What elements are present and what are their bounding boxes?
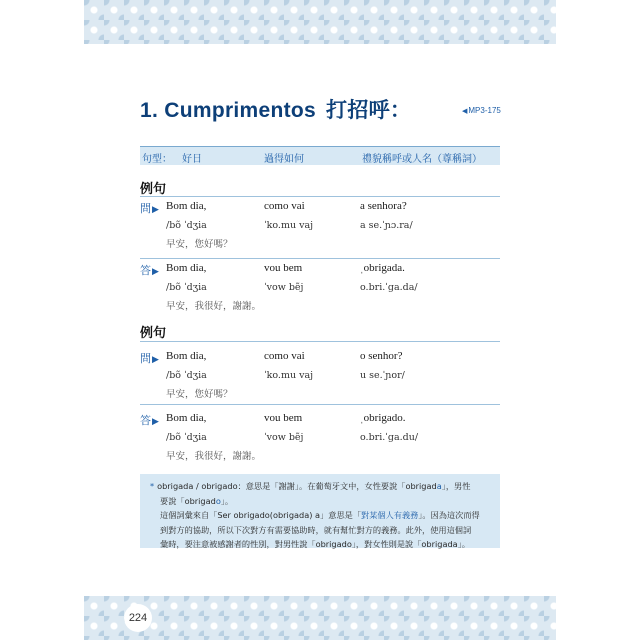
divider xyxy=(140,196,500,197)
lesson-title xyxy=(140,94,411,124)
chinese-translation: 早安，我很好，謝謝。 xyxy=(166,451,262,462)
note-line: 到對方的協助，所以下次對方有需要協助時，就有幫忙對方的義務。此外，使用這個詞 xyxy=(160,524,472,535)
ipa-transcription: ˈvow bẽj xyxy=(264,432,304,443)
bottom-decorative-pattern xyxy=(84,596,556,640)
chinese-translation: 早安，您好嗎？ xyxy=(166,389,233,400)
ipa-transcription: /bõ ˈdʒia xyxy=(166,282,207,293)
note-line: 彙時，要注意被感謝者的性別，對男性說「obrigado」，對女性則是說「obrigada」。 xyxy=(160,539,470,550)
phrase-word: como vai xyxy=(264,200,305,212)
play-arrow-icon: ▶ xyxy=(152,205,159,215)
pattern-col-3: 禮貌稱呼或人名（尊稱詞） xyxy=(362,154,482,165)
ipa-transcription: o.bri.ˈga.da/ xyxy=(360,282,418,293)
play-arrow-icon: ▶ xyxy=(152,355,159,365)
divider xyxy=(140,404,500,405)
audio-track-label[interactable] xyxy=(462,106,501,115)
chinese-translation: 早安，我很好，謝謝。 xyxy=(166,301,262,312)
phrase-word: Bom dia, xyxy=(166,200,207,212)
phrase-word: Bom dia, xyxy=(166,350,207,362)
ipa-transcription: o.bri.ˈga.du/ xyxy=(360,432,419,443)
ipa-transcription: /bõ ˈdʒia xyxy=(166,220,207,231)
ipa-transcription: a se.ˈɲɔ.ra/ xyxy=(360,220,413,231)
note-line: * obrigada / obrigado：意思是「謝謝」。在葡萄牙文中，女性要說「obrigada」，男性 xyxy=(150,481,471,491)
note-line: 要說「obrigado」。 xyxy=(160,495,234,506)
phrase-word: Bom dia, xyxy=(166,262,207,274)
ipa-transcription: /bõ ˈdʒia xyxy=(166,432,207,443)
phrase-word: ˌobrigada. xyxy=(360,262,405,274)
ipa-transcription: /bõ ˈdʒia xyxy=(166,370,207,381)
phrase-word: vou bem xyxy=(264,262,303,274)
audio-track-text: MP3-175 xyxy=(468,106,501,115)
phrase-word: ˌobrigado. xyxy=(360,412,406,424)
example-heading: 例句 xyxy=(140,326,167,341)
question-marker: 問▶ xyxy=(140,202,159,215)
ipa-transcription: u se.ˈɲor/ xyxy=(360,370,405,381)
page-number: 224 xyxy=(124,604,152,632)
pattern-col-1: 好日 xyxy=(182,154,202,165)
play-arrow-icon: ▶ xyxy=(152,267,159,277)
lesson-title-zh: 打招呼： xyxy=(326,98,412,122)
phrase-word: Bom dia, xyxy=(166,412,207,424)
note-bullet: * xyxy=(150,481,155,491)
pattern-col-2: 過得如何 xyxy=(264,154,304,165)
phrase-word: a senhora? xyxy=(360,200,407,212)
ipa-transcription: ˈko.mu vaj xyxy=(264,220,314,231)
note-line: 這個詞彙來自「Ser obrigado(obrigada) a」意思是「對某個人有義務」。因為這次而得 xyxy=(160,510,480,521)
answer-marker: 答▶ xyxy=(140,414,159,427)
divider xyxy=(140,258,500,259)
lesson-title-pt: 1. Cumprimentos xyxy=(140,99,317,122)
phrase-word: como vai xyxy=(264,350,305,362)
usage-note-box xyxy=(140,474,500,548)
divider xyxy=(140,341,500,342)
sentence-pattern-bar xyxy=(140,146,500,165)
example-heading: 例句 xyxy=(140,182,167,197)
phrase-word: vou bem xyxy=(264,412,303,424)
phrase-word: o senhor? xyxy=(360,350,403,362)
top-decorative-pattern xyxy=(84,0,556,44)
question-marker: 問▶ xyxy=(140,352,159,365)
answer-marker: 答▶ xyxy=(140,264,159,277)
ipa-transcription: ˈko.mu vaj xyxy=(264,370,314,381)
ipa-transcription: ˈvow bẽj xyxy=(264,282,304,293)
chinese-translation: 早安，您好嗎？ xyxy=(166,239,233,250)
play-arrow-icon: ▶ xyxy=(152,417,159,427)
pattern-label: 句型： xyxy=(142,154,172,165)
speaker-icon: ◀ xyxy=(462,108,468,115)
